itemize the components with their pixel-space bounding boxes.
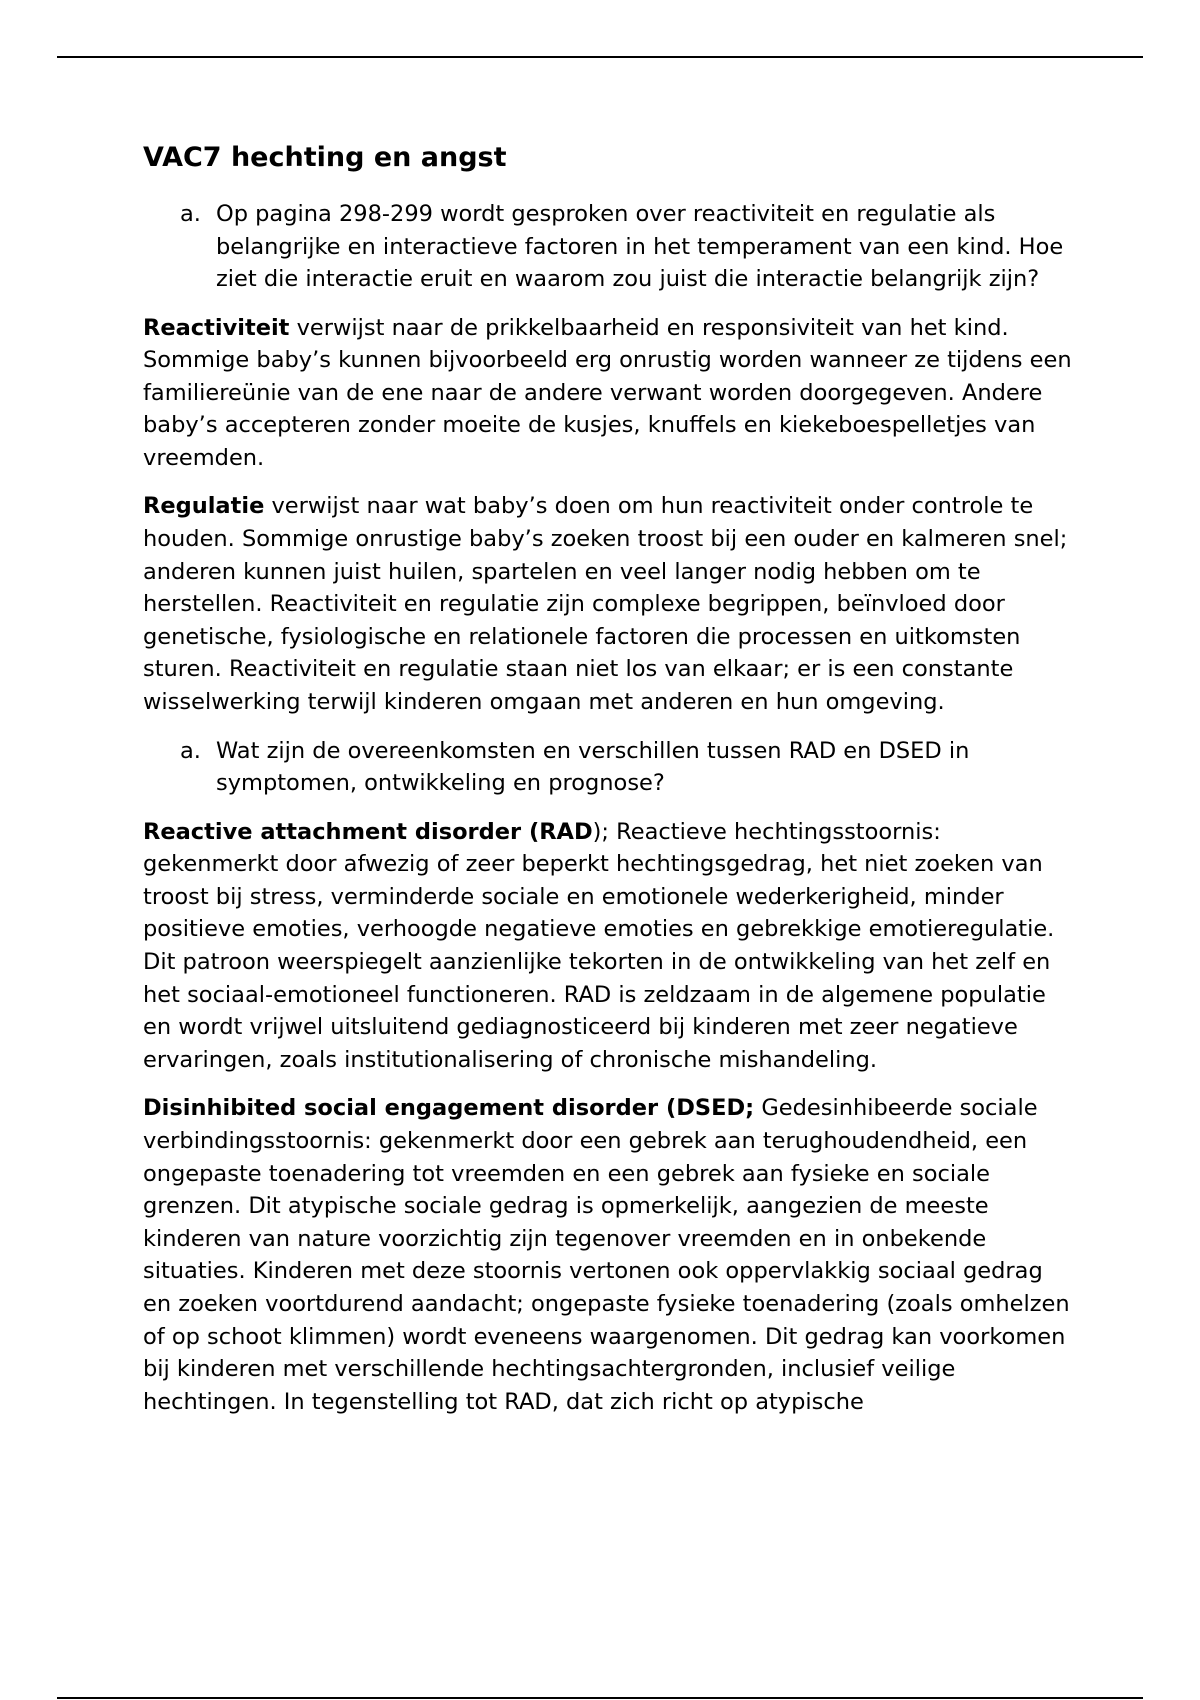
document-title: VAC7 hechting en angst	[143, 142, 507, 173]
document-body	[143, 138, 1073, 1434]
paragraph-text: verwijst naar de prikkelbaarheid en responsiviteit van het kind. Sommige baby’s kunnen bijvoorbeeld erg onrustig worden wanneer ze tijdens een familiereünie van de ene naar de andere verwant worden doorgegeven. Andere baby’s accepteren zonder moeite de kusjes, knuffels en kiekeboespelletjes van vreemden.	[143, 314, 1072, 471]
list-marker: a.	[180, 201, 201, 227]
footer-rule	[57, 1697, 1143, 1699]
paragraph-text: ); Reactieve hechtingsstoornis: gekenmerkt door afwezig of zeer beperkt hechtingsgedrag, het niet zoeken van troost bij stress, verminderde sociale en emotionele wederkerigheid, minder positieve emoties, verhoogde negatieve emoties en gebrekkige emotieregulatie. Dit patroon weerspiegelt aanzienlijke tekorten in de ontwikkeling van het zelf en het sociaal-emotioneel functioneren. RAD is zeldzaam in de algemene populatie en wordt vrijwel uitsluitend gediagnosticeerd bij kinderen met zeer negatieve ervaringen, zoals institutionalisering of chronische mishandeling.	[143, 818, 1055, 1073]
term-rad: Reactive attachment disorder (RAD	[143, 818, 593, 845]
paragraph-dsed	[143, 1092, 1073, 1418]
term-dsed: Disinhibited social engagement disorder (DSED;	[143, 1095, 755, 1122]
question-text: Wat zijn de overeenkomsten en verschillen tussen RAD en DSED in symptomen, ontwikkeling en prognose?	[216, 737, 970, 797]
term-regulatie: Regulatie	[143, 493, 265, 520]
paragraph-regulatie	[143, 490, 1073, 718]
question-reactiviteit-regulatie	[180, 198, 1073, 296]
term-reactiviteit: Reactiviteit	[143, 314, 290, 341]
paragraph-reactiviteit	[143, 312, 1073, 475]
paragraph-text: Gedesinhibeerde sociale verbindingsstoornis: gekenmerkt door een gebrek aan terughoudendheid, een ongepaste toenadering tot vreemden en een gebrek aan fysieke en sociale grenzen. Dit atypische sociale gedrag is opmerkelijk, aangezien de meeste kinderen van nature voorzichtig zijn tegenover vreemden en in onbekende situaties. Kinderen met deze stoornis vertonen ook oppervlakkig sociaal gedrag en zoeken voortdurend aandacht; ongepaste fysieke toenadering (zoals omhelzen of op schoot klimmen) wordt eveneens waargenomen. Dit gedrag kan voorkomen bij kinderen met verschillende hechtingsachtergronden, inclusief veilige hechtingen. In tegenstelling tot RAD, dat zich richt op atypische	[143, 1095, 1070, 1415]
question-text: Op pagina 298-299 wordt gesproken over reactiviteit en regulatie als belangrijke en interactieve factoren in het temperament van een kind. Hoe ziet die interactie eruit en waarom zou juist die interactie belangrijk zijn?	[216, 201, 1064, 292]
question-rad-dsed	[180, 735, 1073, 800]
paragraph-text: verwijst naar wat baby’s doen om hun reactiviteit onder controle te houden. Sommige onrustige baby’s zoeken troost bij een ouder en kalmeren snel; anderen kunnen juist huilen, spartelen en veel langer nodig hebben om te herstellen. Reactiviteit en regulatie zijn complexe begrippen, beïnvloed door genetische, fysiologische en relationele factoren die processen en uitkomsten sturen. Reactiviteit en regulatie staan niet los van elkaar; er is een constante wisselwerking terwijl kinderen omgaan met anderen en hun omgeving.	[143, 493, 1068, 716]
paragraph-rad	[143, 816, 1073, 1077]
header-rule	[57, 56, 1143, 58]
list-marker: a.	[180, 737, 201, 764]
